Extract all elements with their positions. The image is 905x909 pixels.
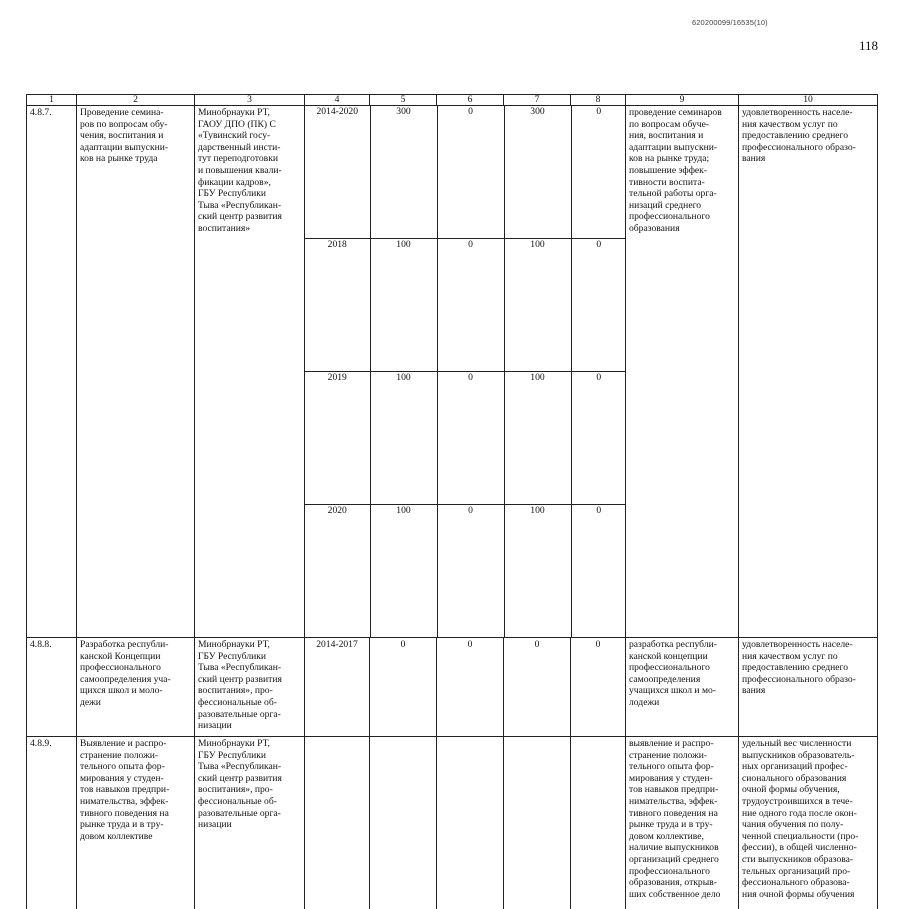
- value-cell: 100: [370, 505, 437, 638]
- value-cell: 0: [370, 638, 437, 737]
- column-header: 3: [195, 95, 305, 106]
- expected-result: проведение семинаров по вопросам обуче- ния, воспитания и адаптации выпускни- ков на рынке труда; повышение эффек- тивности воспита- тельной работы орга- низаций среднего профессионального образования: [626, 106, 739, 638]
- value-cell: 100: [504, 372, 571, 505]
- table-row: [27, 106, 878, 638]
- expected-result: разработка республи- канской концепции профессионального самоопределения учащихся школ и мо- лодежи: [626, 638, 739, 737]
- value-cell: 0: [437, 505, 504, 638]
- target-indicator: удовлетворенность населе- ния качеством услуг по предоставлению среднего профессионального образо- вания: [739, 638, 878, 737]
- document-id: 620200099/16535(10): [692, 18, 872, 27]
- activity-title: Разработка республи- канской Концепции профессионального самоопределения уча- щихся школ и моло- дежи: [77, 638, 195, 737]
- value-cell: 0: [571, 372, 626, 505]
- column-header: 6: [437, 95, 504, 106]
- year-cell: [305, 737, 370, 909]
- year-row: [305, 239, 626, 372]
- year-row: [305, 372, 626, 505]
- funding-by-year: [305, 106, 626, 638]
- program-table: [26, 94, 878, 909]
- table-row: [27, 737, 878, 909]
- value-cell: [571, 737, 626, 909]
- value-cell: 300: [370, 106, 437, 239]
- value-cell: [504, 737, 571, 909]
- value-cell: 100: [370, 372, 437, 505]
- column-header: 8: [571, 95, 626, 106]
- value-cell: [370, 737, 437, 909]
- column-header: 2: [77, 95, 195, 106]
- expected-result: выявление и распро- странение положи- тельного опыта фор- мирования у студен- тов навыков предпри- нимательства, эффек- тивного поведения на рынке труда и в тру- довом коллективе, наличие выпускников организаций среднего профессионального образования, открыв- ших собственное дело: [626, 737, 739, 909]
- year-row: [305, 106, 626, 239]
- value-cell: [437, 737, 504, 909]
- value-cell: 300: [504, 106, 571, 239]
- column-header: 1: [27, 95, 77, 106]
- target-indicator: удовлетворенность населе- ния качеством услуг по предоставлению среднего профессионального образо- вания: [739, 106, 878, 638]
- activity-title: Выявление и распро- странение положи- тельного опыта фор- мирования у студен- тов навыков предпри- нимательства, эффек- тивного поведения на рынке труда и в тру- довом коллективе: [77, 737, 195, 909]
- executors: Минобрнауки РТ, ГБУ Республики Тыва «Республикан- ский центр развития воспитания», про- фессиональные об- разовательные орга- низации: [195, 737, 305, 909]
- executors: Минобрнауки РТ, ГБУ Республики Тыва «Республикан- ский центр развития воспитания», про- фессиональные об- разовательные орга- низации: [195, 638, 305, 737]
- row-number: 4.8.9.: [27, 737, 77, 909]
- year-row: [305, 505, 626, 638]
- value-cell: 0: [571, 638, 626, 737]
- activity-title: Проведение семина- ров по вопросам обу- чения, воспитания и адаптации выпускни- ков на рынке труда: [77, 106, 195, 638]
- value-cell: 0: [571, 505, 626, 638]
- column-header: 7: [504, 95, 571, 106]
- value-cell: 100: [370, 239, 437, 372]
- target-indicator: удельный вес численности выпускников образователь- ных организаций профес- сионального образования очной формы обучения, трудоустроившихся в тече- ние одного года после окон- чания обучения по полу- ченной специальности (про- фессии), в общей численно- сти выпускников образова- тельных организаций про- фессионального образова- ния очной формы обучения: [739, 737, 878, 909]
- value-cell: 0: [571, 239, 626, 372]
- value-cell: 0: [437, 372, 504, 505]
- value-cell: 100: [504, 239, 571, 372]
- page-number: 118: [848, 38, 878, 54]
- year-cell: 2020: [305, 505, 370, 638]
- value-cell: 0: [437, 638, 504, 737]
- year-cell: 2014-2017: [305, 638, 370, 737]
- column-header: 10: [739, 95, 878, 106]
- column-header: 5: [370, 95, 437, 106]
- year-cell: 2019: [305, 372, 370, 505]
- executors: Минобрнауки РТ, ГАОУ ДПО (ПК) С «Тувинский госу- дарственный инсти- тут переподготовки и повышения квали- фикации кадров», ГБУ Республики Тыва «Республикан- ский центр развития воспитания»: [195, 106, 305, 638]
- value-cell: 0: [571, 106, 626, 239]
- header-row: [27, 95, 878, 106]
- value-cell: 100: [504, 505, 571, 638]
- value-cell: 0: [437, 106, 504, 239]
- year-cell: 2018: [305, 239, 370, 372]
- column-header: 4: [305, 95, 370, 106]
- column-header: 9: [626, 95, 739, 106]
- value-cell: 0: [437, 239, 504, 372]
- row-number: 4.8.7.: [27, 106, 77, 638]
- year-cell: 2014-2020: [305, 106, 370, 239]
- value-cell: 0: [504, 638, 571, 737]
- table-row: [27, 638, 878, 737]
- row-number: 4.8.8.: [27, 638, 77, 737]
